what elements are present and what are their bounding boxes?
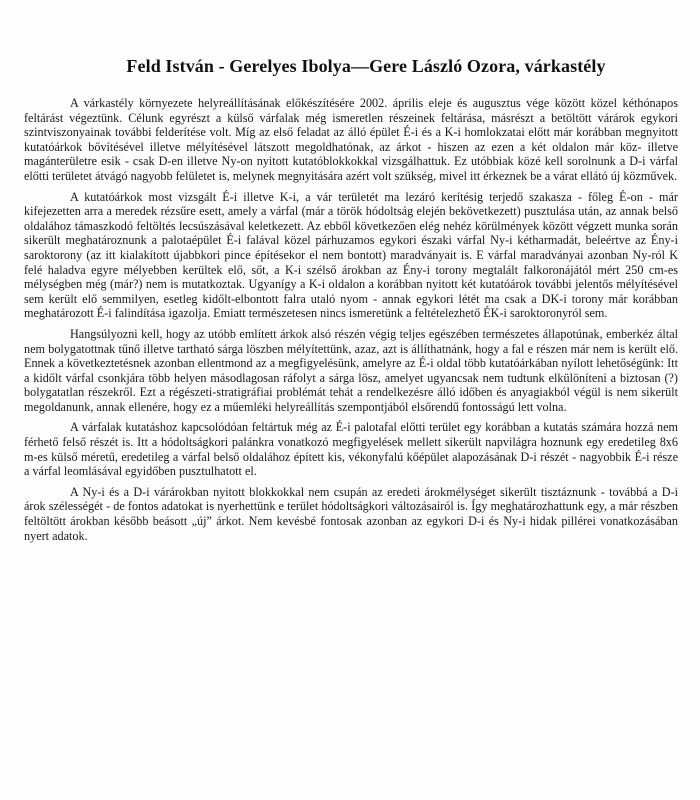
paragraph: A Ny-i és a D-i várárokban nyitott blokkokkal nem csupán az eredeti árokmélységet sikerült tisztáznunk - továbbá a D-i árok szélességét - de fontos adatokat is nyerhettünk e terület hódoltságkori változásairól is. Így meghatározhattunk egy, a már részben feltöltött árokban később beásott „új” árkot. Nem kevésbé fontosak azonban az egykori D-i és Ny-i hidak pillérei vonatkozásában nyert adatok.: [24, 484, 678, 543]
paragraph: Hangsúlyozni kell, hogy az utóbb említett árkok alsó részén végig teljes egészében természetes állapotúnak, emberkéz által nem bolygatottnak tűnő illetve tartható sárga löszben mélyítettünk, azaz, azt is állíthatnánk, hogy a fal e részen már nem is került elő. Ennek a következtetésnek azonban ellentmond az a megfigyelésünk, amelyre az É-i oldal több kutatóárkában nyílott lehetőségünk: Itt a kidőlt várfal csonkjára több helyen másodlagosan ráfolyt a sárga lösz, amelyet ugyancsak nem tudtunk elkülöníteni a biztosan (?) bolygatatlan részekről. Ezt a régészeti-stratigráfiai problémát tehát a rendelkezésre álló időben és anyagiakból végül is nem sikerült megoldanunk, annak ellenére, hogy ez a műemléki helyreállítás szempontjából elsőrendű fontosságú lett volna.: [24, 326, 678, 414]
paragraph: A kutatóárkok most vizsgált É-i illetve K-i, a vár területét ma lezáró kerítésig terjedő szakasza - főleg É-on - már kifejezetten arra a meredek rézsűre esett, amely a várfal (már a török hódoltság elején bekövetkezett) pusztulása után, az annak belső oldalához támaszkodó feltöltés lecsúszásával keletkezett. Az ebből következően elég nehéz körülmények között végzett munka során sikerült meghatároznunk a palotaépület É-i falával közel párhuzamos egykori északi várfal Ny-i kétharmadát, beleértve az Ény-i saroktorony (az itt kialakított újabbkori pince építésekor el nem bontott) maradványait is. E várfal maradványai azonban Ny-ról K felé haladva egyre mélyebben kerültek elő, sőt, a K-i szélső árokban az Ény-i torony megtalált falkoronájától mért 250 cm-es mélységben még (már?) nem is mutatkoztak. Ugyanígy a K-i oldalon a korábban nyitott két kutatóárok további jelentős mélyítésével sem került elő semmilyen, esetleg kidőlt-elbontott falra utaló nyom - annak egykori létét ma csak a DK-i torony már korábban meghatározott É-i falindítása igazolja. Emiatt természetesen nincs ismeretünk a feltételezhető ÉK-i saroktoronyról sem.: [24, 189, 678, 321]
paragraph: A várkastély környezete helyreállításának előkészítésére 2002. április eleje és augusztus vége között közel kéthónapos feltárást végeztünk. Célunk egyrészt a külső várfalak még ismeretlen részeinek feltárása, másrészt a betöltött várárok egykori szintviszonyainak további felderítése volt. Míg az első feladat az álló épület É-i és a K-i homlokzatai előtt már korábban megnyitott kutatóárkok bővítésével illetve mélyítésével látszott megoldhatónak, az árkot - hiszen az ezen a két oldalon már köz- illetve magánterületre esik - csak D-en illetve Ny-on nyitott kutatóblokkokkal vizsgálhattuk. Ez utóbbiak közé kell sorolnunk a D-i várfal előtti területet átvágó nagyobb felületet is, melynek megnyitására azért volt szükség, mivel itt érkeznek be a várat ellátó új közművek.: [24, 96, 678, 183]
page-title: Feld István - Gerelyes Ibolya—Gere László Ozora, várkastély: [126, 56, 606, 76]
paragraph: A várfalak kutatáshoz kapcsolódóan feltártuk még az É-i palotafal előtti terület egy korábban a kutatás számára hozzá nem férhető felső részét is. Itt a hódoltságkori palánkra vonatkozó megfigyelések mellett sikerült napvilágra hoznunk egy eredetileg 8x6 m-es külső méretű, eredetileg a várfal belső oldalához épített kis, vékonyfalú kőépület alapozásának D-i részét - nagyobbik É-i része a várfal leomlásával egyidőben pusztulhatott el.: [24, 420, 678, 479]
